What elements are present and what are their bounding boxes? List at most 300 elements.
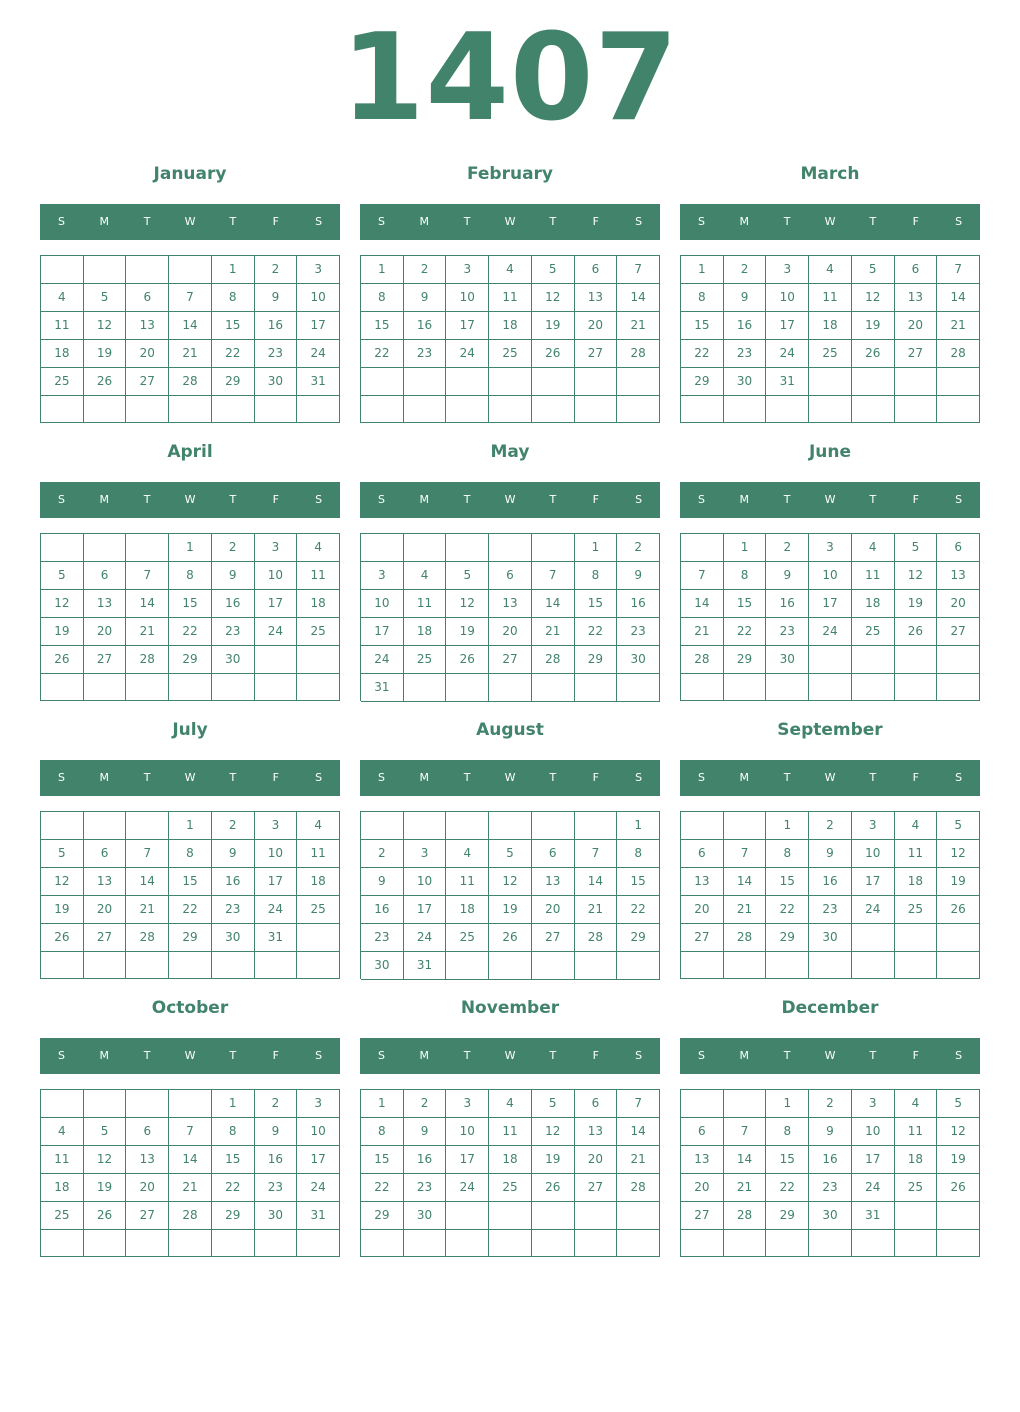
day-cell: 19 <box>84 1174 127 1202</box>
day-cell: 8 <box>169 840 212 868</box>
day-cell: 13 <box>575 1118 618 1146</box>
empty-cell <box>297 924 340 952</box>
day-cell: 5 <box>489 840 532 868</box>
day-cell: 24 <box>446 340 489 368</box>
weekday-header <box>360 760 660 796</box>
day-grid <box>680 533 980 701</box>
day-cell: 11 <box>404 590 447 618</box>
day-cell: 27 <box>126 1202 169 1230</box>
day-cell: 3 <box>404 840 447 868</box>
day-cell: 17 <box>404 896 447 924</box>
day-cell: 24 <box>255 618 298 646</box>
day-grid <box>680 1089 980 1257</box>
day-cell: 25 <box>297 896 340 924</box>
day-cell: 4 <box>809 256 852 284</box>
empty-cell <box>404 1230 447 1257</box>
empty-cell <box>404 812 447 840</box>
empty-cell <box>681 396 724 423</box>
empty-cell <box>297 1230 340 1257</box>
day-cell: 22 <box>575 618 618 646</box>
empty-cell <box>724 396 767 423</box>
day-grid <box>680 255 980 423</box>
day-cell: 1 <box>361 1090 404 1118</box>
day-cell: 13 <box>84 590 127 618</box>
day-cell: 18 <box>41 1174 84 1202</box>
day-cell: 4 <box>297 534 340 562</box>
weekday-label: T <box>549 1049 557 1062</box>
weekday-label: T <box>463 1049 471 1062</box>
day-cell: 17 <box>297 312 340 340</box>
day-cell: 3 <box>361 562 404 590</box>
weekday-label: M <box>99 771 110 784</box>
day-cell: 27 <box>681 1202 724 1230</box>
day-cell: 29 <box>681 368 724 396</box>
day-cell: 15 <box>361 312 404 340</box>
weekday-label: W <box>504 215 516 228</box>
weekday-label: M <box>419 771 430 784</box>
day-cell: 20 <box>895 312 938 340</box>
empty-cell <box>41 1230 84 1257</box>
weekday-label: W <box>184 215 196 228</box>
empty-cell <box>681 812 724 840</box>
empty-cell <box>169 396 212 423</box>
day-cell: 9 <box>255 1118 298 1146</box>
empty-cell <box>404 396 447 424</box>
weekday-label: S <box>377 1049 385 1062</box>
day-cell: 11 <box>489 1118 532 1146</box>
empty-cell <box>937 924 980 952</box>
day-cell: 5 <box>852 256 895 284</box>
day-cell: 19 <box>41 618 84 646</box>
day-cell: 29 <box>361 1202 404 1230</box>
day-cell: 26 <box>532 340 575 368</box>
empty-cell <box>895 1202 938 1230</box>
day-cell: 22 <box>361 340 404 368</box>
weekday-label: T <box>143 1049 151 1062</box>
day-cell: 8 <box>766 1118 809 1146</box>
empty-cell <box>809 674 852 701</box>
day-cell: 12 <box>489 868 532 896</box>
day-cell: 26 <box>937 1174 980 1202</box>
empty-cell <box>84 1230 127 1257</box>
empty-cell <box>446 952 489 980</box>
empty-cell <box>809 952 852 979</box>
day-cell: 23 <box>255 340 298 368</box>
day-cell: 20 <box>489 618 532 646</box>
day-grid <box>40 255 340 423</box>
day-cell: 6 <box>84 840 127 868</box>
day-cell: 21 <box>724 896 767 924</box>
empty-cell <box>532 534 575 562</box>
day-cell: 27 <box>895 340 938 368</box>
day-cell: 28 <box>169 1202 212 1230</box>
day-cell: 3 <box>297 256 340 284</box>
day-cell: 27 <box>575 340 618 368</box>
empty-cell <box>809 1230 852 1257</box>
month-title: February <box>466 164 554 184</box>
empty-cell <box>297 952 340 979</box>
day-cell: 23 <box>724 340 767 368</box>
weekday-label: W <box>504 1049 516 1062</box>
day-cell: 15 <box>169 868 212 896</box>
day-cell: 26 <box>41 646 84 674</box>
day-cell: 5 <box>84 284 127 312</box>
day-cell: 29 <box>766 1202 809 1230</box>
weekday-label: T <box>463 771 471 784</box>
empty-cell <box>532 1230 575 1257</box>
day-cell: 4 <box>895 1090 938 1118</box>
day-cell: 16 <box>617 590 660 618</box>
day-cell: 10 <box>852 1118 895 1146</box>
month-august <box>360 710 660 972</box>
day-cell: 22 <box>766 1174 809 1202</box>
day-cell: 24 <box>404 924 447 952</box>
weekday-label: S <box>57 771 65 784</box>
day-cell: 21 <box>681 618 724 646</box>
day-cell: 4 <box>895 812 938 840</box>
day-cell: 5 <box>532 1090 575 1118</box>
day-cell: 21 <box>169 1174 212 1202</box>
weekday-label: T <box>783 215 791 228</box>
day-cell: 7 <box>575 840 618 868</box>
weekday-label: T <box>869 771 877 784</box>
day-cell: 23 <box>809 1174 852 1202</box>
day-cell: 30 <box>255 368 298 396</box>
empty-cell <box>446 368 489 396</box>
day-cell: 1 <box>575 534 618 562</box>
weekday-label: S <box>57 1049 65 1062</box>
weekday-label: S <box>697 493 705 506</box>
weekday-label: F <box>592 493 599 506</box>
day-cell: 6 <box>84 562 127 590</box>
month-title: March <box>800 164 860 184</box>
empty-cell <box>41 396 84 423</box>
weekday-label: S <box>955 493 963 506</box>
day-cell: 26 <box>532 1174 575 1202</box>
empty-cell <box>766 1230 809 1257</box>
day-cell: 10 <box>361 590 404 618</box>
empty-cell <box>617 368 660 396</box>
weekday-header <box>680 482 980 518</box>
empty-cell <box>297 646 340 674</box>
day-cell: 16 <box>212 868 255 896</box>
empty-cell <box>489 368 532 396</box>
day-cell: 27 <box>489 646 532 674</box>
day-cell: 18 <box>489 312 532 340</box>
weekday-label: F <box>912 1049 919 1062</box>
empty-cell <box>446 812 489 840</box>
day-cell: 28 <box>617 340 660 368</box>
empty-cell <box>255 396 298 423</box>
day-cell: 28 <box>532 646 575 674</box>
weekday-label: T <box>229 1049 237 1062</box>
day-cell: 9 <box>361 868 404 896</box>
day-cell: 3 <box>255 534 298 562</box>
day-cell: 19 <box>937 868 980 896</box>
empty-cell <box>617 396 660 424</box>
weekday-label: W <box>824 1049 836 1062</box>
weekday-label: M <box>99 1049 110 1062</box>
day-cell: 11 <box>41 1146 84 1174</box>
weekday-label: T <box>869 493 877 506</box>
day-cell: 29 <box>575 646 618 674</box>
day-cell: 9 <box>809 840 852 868</box>
day-cell: 14 <box>126 590 169 618</box>
day-cell: 24 <box>297 340 340 368</box>
day-cell: 21 <box>126 618 169 646</box>
day-cell: 29 <box>212 368 255 396</box>
weekday-label: S <box>315 771 323 784</box>
day-cell: 19 <box>84 340 127 368</box>
day-cell: 6 <box>489 562 532 590</box>
day-cell: 23 <box>212 896 255 924</box>
day-cell: 12 <box>532 284 575 312</box>
day-cell: 12 <box>41 868 84 896</box>
day-cell: 1 <box>724 534 767 562</box>
weekday-label: M <box>99 493 110 506</box>
day-cell: 13 <box>575 284 618 312</box>
day-cell: 21 <box>575 896 618 924</box>
day-cell: 26 <box>937 896 980 924</box>
day-cell: 16 <box>724 312 767 340</box>
empty-cell <box>937 1202 980 1230</box>
empty-cell <box>724 674 767 701</box>
day-cell: 31 <box>766 368 809 396</box>
empty-cell <box>852 368 895 396</box>
day-cell: 8 <box>169 562 212 590</box>
day-cell: 4 <box>852 534 895 562</box>
weekday-header <box>360 482 660 518</box>
weekday-label: F <box>592 215 599 228</box>
day-cell: 13 <box>681 868 724 896</box>
day-cell: 2 <box>404 1090 447 1118</box>
month-april <box>40 432 340 666</box>
weekday-label: T <box>229 771 237 784</box>
weekday-label: W <box>504 771 516 784</box>
empty-cell <box>489 674 532 702</box>
day-cell: 14 <box>724 868 767 896</box>
weekday-label: T <box>549 493 557 506</box>
weekday-label: W <box>824 215 836 228</box>
weekday-header <box>680 760 980 796</box>
day-cell: 6 <box>126 1118 169 1146</box>
day-cell: 17 <box>446 312 489 340</box>
weekday-label: S <box>57 493 65 506</box>
day-cell: 31 <box>404 952 447 980</box>
day-cell: 4 <box>41 1118 84 1146</box>
weekday-label: S <box>377 493 385 506</box>
empty-cell <box>126 674 169 701</box>
day-cell: 10 <box>809 562 852 590</box>
weekday-label: T <box>783 1049 791 1062</box>
day-cell: 3 <box>297 1090 340 1118</box>
day-cell: 3 <box>766 256 809 284</box>
day-cell: 21 <box>617 1146 660 1174</box>
day-cell: 6 <box>937 534 980 562</box>
day-cell: 3 <box>255 812 298 840</box>
day-cell: 23 <box>404 340 447 368</box>
empty-cell <box>446 396 489 424</box>
empty-cell <box>852 952 895 979</box>
empty-cell <box>852 674 895 701</box>
empty-cell <box>297 396 340 423</box>
weekday-label: F <box>912 215 919 228</box>
month-march <box>680 154 980 388</box>
day-cell: 10 <box>852 840 895 868</box>
day-cell: 15 <box>617 868 660 896</box>
day-cell: 29 <box>766 924 809 952</box>
day-cell: 2 <box>809 812 852 840</box>
weekday-label: T <box>463 215 471 228</box>
empty-cell <box>852 646 895 674</box>
day-cell: 3 <box>446 1090 489 1118</box>
weekday-label: T <box>143 771 151 784</box>
day-cell: 20 <box>126 1174 169 1202</box>
weekday-label: S <box>955 771 963 784</box>
day-cell: 14 <box>575 868 618 896</box>
day-cell: 16 <box>809 1146 852 1174</box>
day-cell: 17 <box>297 1146 340 1174</box>
day-cell: 23 <box>404 1174 447 1202</box>
month-title: August <box>476 720 544 740</box>
day-cell: 7 <box>126 562 169 590</box>
day-cell: 1 <box>617 812 660 840</box>
day-cell: 1 <box>361 256 404 284</box>
day-cell: 22 <box>724 618 767 646</box>
day-cell: 12 <box>852 284 895 312</box>
day-cell: 21 <box>126 896 169 924</box>
day-cell: 18 <box>852 590 895 618</box>
weekday-label: S <box>697 1049 705 1062</box>
empty-cell <box>937 952 980 979</box>
empty-cell <box>489 952 532 980</box>
day-cell: 6 <box>895 256 938 284</box>
day-cell: 10 <box>446 284 489 312</box>
day-cell: 2 <box>212 534 255 562</box>
day-cell: 14 <box>532 590 575 618</box>
empty-cell <box>895 674 938 701</box>
day-cell: 9 <box>724 284 767 312</box>
day-cell: 19 <box>895 590 938 618</box>
day-cell: 24 <box>255 896 298 924</box>
empty-cell <box>169 1090 212 1118</box>
day-cell: 24 <box>809 618 852 646</box>
empty-cell <box>724 952 767 979</box>
weekday-label: W <box>504 493 516 506</box>
month-july <box>40 710 340 944</box>
day-cell: 12 <box>895 562 938 590</box>
day-cell: 10 <box>255 562 298 590</box>
day-cell: 23 <box>212 618 255 646</box>
day-cell: 2 <box>809 1090 852 1118</box>
day-cell: 28 <box>126 924 169 952</box>
weekday-label: W <box>824 771 836 784</box>
day-cell: 8 <box>766 840 809 868</box>
day-cell: 17 <box>255 868 298 896</box>
empty-cell <box>489 396 532 424</box>
weekday-label: M <box>739 215 750 228</box>
weekday-label: W <box>184 771 196 784</box>
day-cell: 13 <box>937 562 980 590</box>
weekday-label: F <box>272 771 279 784</box>
day-cell: 12 <box>84 1146 127 1174</box>
empty-cell <box>41 256 84 284</box>
day-cell: 22 <box>681 340 724 368</box>
day-cell: 8 <box>212 284 255 312</box>
day-cell: 14 <box>169 1146 212 1174</box>
empty-cell <box>126 396 169 423</box>
empty-cell <box>169 256 212 284</box>
empty-cell <box>255 952 298 979</box>
empty-cell <box>297 674 340 701</box>
day-cell: 4 <box>297 812 340 840</box>
empty-cell <box>169 1230 212 1257</box>
day-cell: 6 <box>532 840 575 868</box>
day-cell: 25 <box>446 924 489 952</box>
day-cell: 15 <box>681 312 724 340</box>
weekday-label: T <box>229 493 237 506</box>
day-cell: 20 <box>681 896 724 924</box>
day-cell: 6 <box>575 1090 618 1118</box>
month-february <box>360 154 660 360</box>
empty-cell <box>361 368 404 396</box>
weekday-label: S <box>377 771 385 784</box>
day-cell: 3 <box>809 534 852 562</box>
empty-cell <box>575 812 618 840</box>
day-cell: 12 <box>937 840 980 868</box>
day-cell: 13 <box>489 590 532 618</box>
weekday-label: F <box>912 493 919 506</box>
day-grid <box>360 533 660 701</box>
day-cell: 18 <box>895 868 938 896</box>
day-cell: 22 <box>169 618 212 646</box>
day-cell: 2 <box>404 256 447 284</box>
empty-cell <box>532 1202 575 1230</box>
empty-cell <box>575 1202 618 1230</box>
empty-cell <box>446 674 489 702</box>
day-cell: 20 <box>575 1146 618 1174</box>
day-cell: 13 <box>681 1146 724 1174</box>
weekday-label: F <box>912 771 919 784</box>
day-cell: 5 <box>84 1118 127 1146</box>
month-title: July <box>172 720 208 740</box>
day-cell: 2 <box>617 534 660 562</box>
day-cell: 4 <box>489 1090 532 1118</box>
day-cell: 28 <box>724 1202 767 1230</box>
day-cell: 20 <box>84 896 127 924</box>
day-cell: 12 <box>446 590 489 618</box>
empty-cell <box>852 396 895 423</box>
day-cell: 6 <box>575 256 618 284</box>
day-cell: 30 <box>617 646 660 674</box>
day-cell: 7 <box>724 840 767 868</box>
empty-cell <box>84 256 127 284</box>
day-cell: 17 <box>766 312 809 340</box>
day-cell: 21 <box>724 1174 767 1202</box>
day-cell: 6 <box>126 284 169 312</box>
day-cell: 17 <box>852 1146 895 1174</box>
day-cell: 2 <box>255 1090 298 1118</box>
day-cell: 30 <box>212 924 255 952</box>
day-cell: 22 <box>766 896 809 924</box>
day-cell: 25 <box>895 896 938 924</box>
day-cell: 18 <box>489 1146 532 1174</box>
empty-cell <box>84 674 127 701</box>
day-cell: 15 <box>212 312 255 340</box>
empty-cell <box>766 674 809 701</box>
day-cell: 13 <box>126 1146 169 1174</box>
day-cell: 27 <box>681 924 724 952</box>
